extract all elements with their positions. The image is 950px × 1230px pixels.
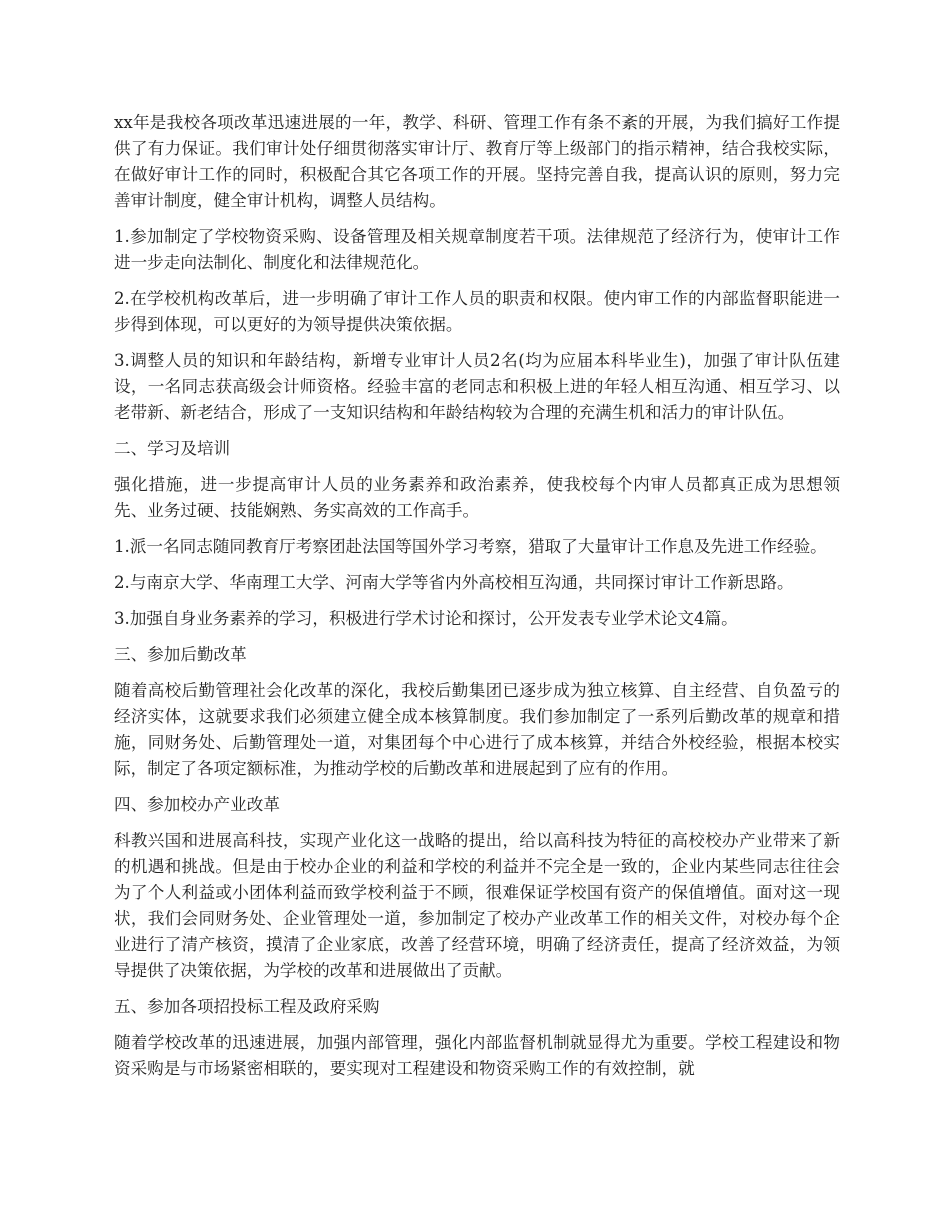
industry-reform-paragraph: 科教兴国和进展高科技，实现产业化这一战略的提出，给以高科技为特征的高校校办产业带来了新的机遇和挑战。但是由于校办企业的利益和学校的利益并不完全是一致的，企业内某些同志往往会为了个人利益或小团体利益而致学校利益于不顾，很难保证学校国有资产的保值增值。面对这一现状，我们会同财务处、企业管理处一道，参加制定了校办产业改革工作的相关文件，对校办每个企业进行了清产核资，摸清了企业家底，改善了经营环境，明确了经济责任，提高了经济效益，为领导提供了决策依据，为学校的改革和进展做出了贡献。 [114, 831, 840, 980]
section-heading-study-training: 二、学习及培训 [114, 439, 231, 458]
study-training-paragraph: 强化措施，进一步提高审计人员的业务素养和政治素养，使我校每个内审人员都真正成为思想领先、业务过硬、技能娴熟、务实高效的工作高手。 [114, 475, 840, 520]
list-item-2: 2.在学校机构改革后，进一步明确了审计工作人员的职责和权限。使内审工作的内部监督职能进一步得到体现，可以更好的为领导提供决策依据。 [114, 289, 840, 334]
intro-paragraph: xx年是我校各项改革迅速进展的一年，教学、科研、管理工作有条不紊的开展，为我们搞好工作提供了有力保证。我们审计处仔细贯彻落实审计厅、教育厅等上级部门的指示精神，结合我校实际，在做好审计工作的同时，积极配合其它各项工作的开展。坚持完善自我，提高认识的原则，努力完善审计制度，健全审计机构，调整人员结构。 [114, 113, 840, 210]
list-item-3: 3.调整人员的知识和年龄结构，新增专业审计人员2名(均为应届本科毕业生)，加强了审计队伍建设，一名同志获高级会计师资格。经验丰富的老同志和积极上进的年轻人相互沟通、相互学习、以老带新、新老结合，形成了一支知识结构和年龄结构较为合理的充满生机和活力的审计队伍。 [114, 351, 840, 422]
section-heading-bidding-procurement: 五、参加各项招投标工程及政府采购 [114, 997, 380, 1016]
study-list-item-1: 1.派一名同志随同教育厅考察团赴法国等国外学习考察，猎取了大量审计工作息及先进工作经验。 [114, 537, 827, 556]
study-list-item-2: 2.与南京大学、华南理工大学、河南大学等省内外高校相互沟通，共同探讨审计工作新思路。 [114, 573, 794, 592]
list-item-1: 1.参加制定了学校物资采购、设备管理及相关规章制度若干项。法律规范了经济行为，使审计工作进一步走向法制化、制度化和法律规范化。 [114, 227, 840, 272]
section-heading-industry-reform: 四、参加校办产业改革 [114, 795, 280, 814]
logistics-reform-paragraph: 随着高校后勤管理社会化改革的深化，我校后勤集团已逐步成为独立核算、自主经营、自负盈亏的经济实体，这就要求我们必须建立健全成本核算制度。我们参加制定了一系列后勤改革的规章和措施，同财务处、后勤管理处一道，对集团每个中心进行了成本核算，并结合外校经验，根据本校实际，制定了各项定额标准，为推动学校的后勤改革和进展起到了应有的作用。 [114, 681, 840, 778]
bidding-procurement-paragraph: 随着学校改革的迅速进展，加强内部管理，强化内部监督机制就显得尤为重要。学校工程建设和物资采购是与市场紧密相联的，要实现对工程建设和物资采购工作的有效控制，就 [114, 1033, 840, 1078]
section-heading-logistics-reform: 三、参加后勤改革 [114, 645, 247, 664]
study-list-item-3: 3.加强自身业务素养的学习，积极进行学术讨论和探讨，公开发表专业学术论文4篇。 [114, 609, 738, 628]
